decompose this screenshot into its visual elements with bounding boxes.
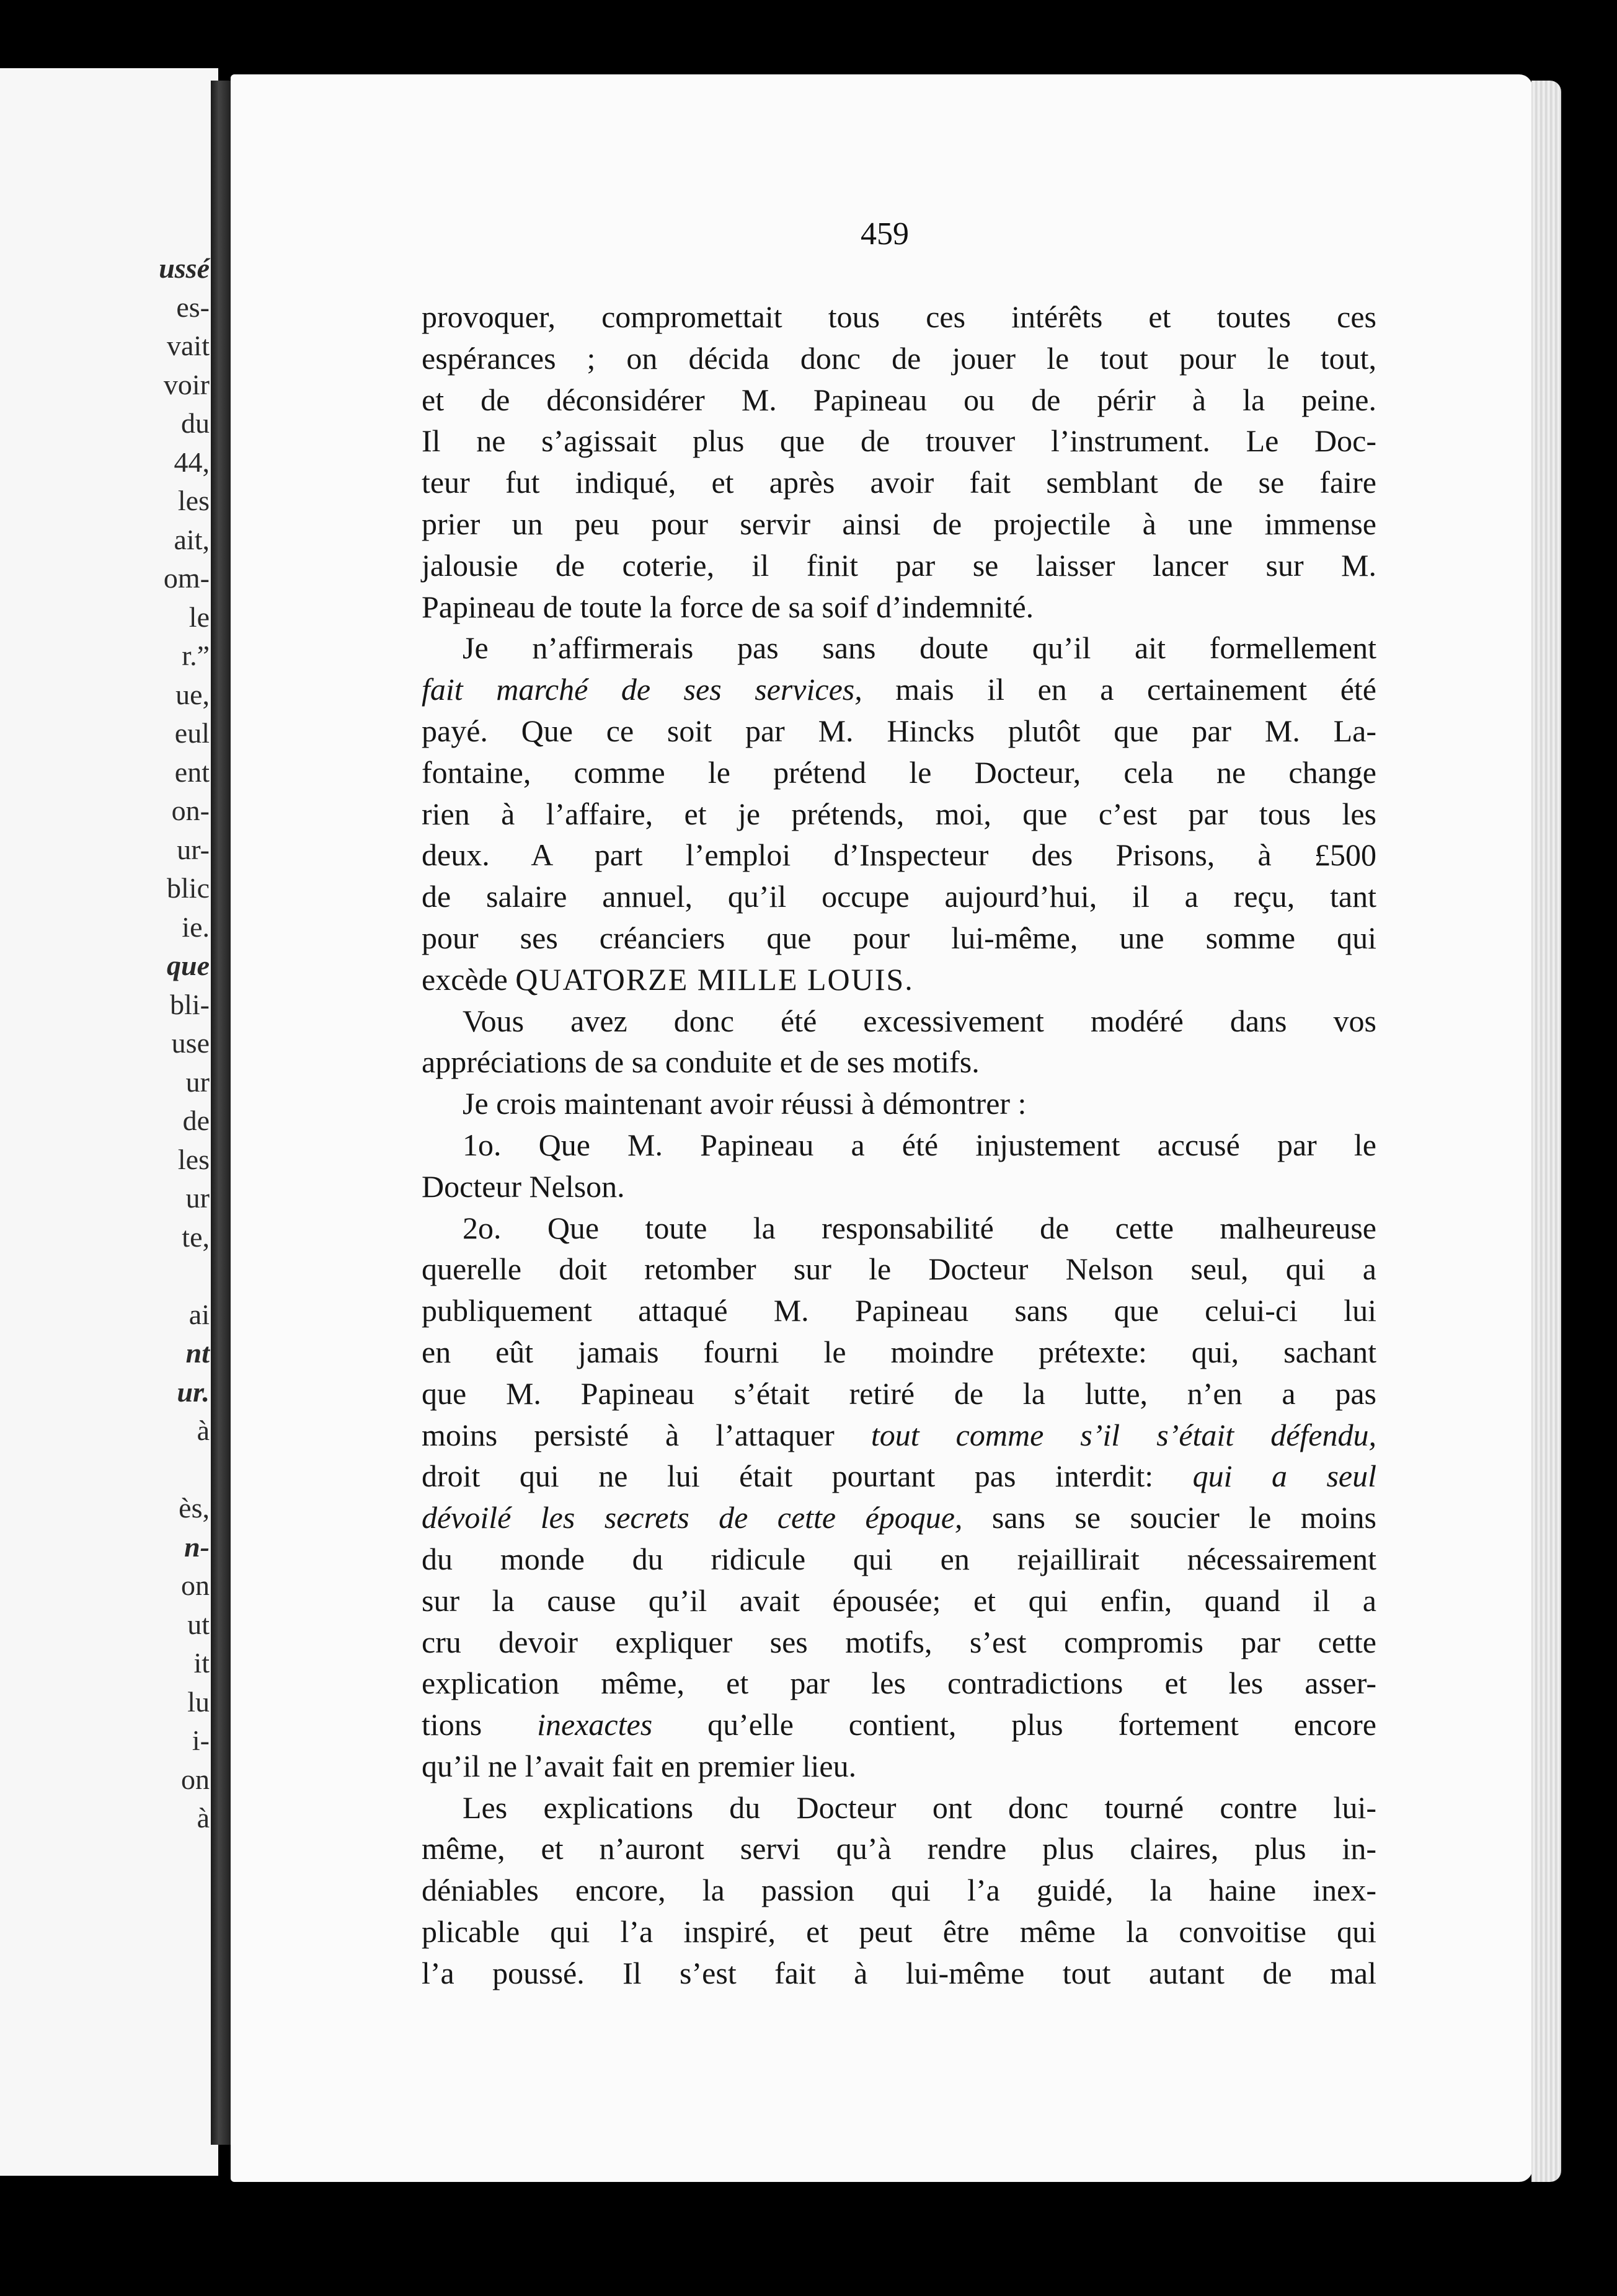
text-line [422,1083,1376,1124]
text-segment: Je n’affirmerais pas sans doute qu’il ait formellement [463,630,1376,666]
left-page-fragment: ait, [174,523,210,555]
text-segment: excède [422,961,516,997]
text-line [422,1373,1376,1415]
text-segment: moins persisté à l’attaquer [422,1417,871,1452]
text-segment: 2o. Que toute la responsabilité de cette malheureuse [463,1210,1376,1245]
text-segment: sur la cause qu’il avait épousée; et qui enfin, quand il a [422,1583,1376,1618]
left-page-fragment: ut [187,1608,210,1640]
text-line [422,1455,1376,1497]
text-line [422,1208,1376,1249]
text-segment: provoquer, compromettait tous ces intérêts et toutes ces [422,299,1376,334]
left-page-fragment: à [197,1802,210,1834]
text-line [422,627,1376,669]
text-line [422,1124,1376,1166]
book-gutter [211,81,231,2145]
left-page-fragment: on [181,1763,210,1795]
text-segment: que M. Papineau s’était retiré de la lutte, n’en a pas [422,1375,1376,1411]
italic-text: tout comme s’il s’était défendu, [871,1417,1376,1452]
text-line [422,917,1376,959]
left-page-fragment: les [177,1143,210,1175]
text-segment: sans se soucier le moins [962,1500,1377,1535]
text-line [422,1290,1376,1331]
text-line [422,710,1376,752]
text-line [422,793,1376,835]
text-segment: publiquement attaqué M. Papineau sans que celui-ci lui [422,1293,1376,1328]
italic-text: dévoilé les secrets de cette époque, [422,1500,963,1535]
left-page-fragment: te, [182,1221,210,1253]
text-segment: appréciations de sa conduite et de ses motifs. [422,1044,980,1080]
text-segment: Les explications du Docteur ont donc tourné contre lui- [463,1790,1376,1825]
body-text [422,296,1376,1994]
text-line [422,545,1376,586]
text-segment: et de déconsidérer M. Papineau ou de périr à la peine. [422,382,1376,417]
left-page-fragment: r.” [182,640,210,671]
text-segment: cru devoir expliquer ses motifs, s’est compromis par cette [422,1624,1376,1659]
small-caps-text: QUATORZE MILLE LOUIS. [515,961,914,997]
left-page-fragment: ur. [177,1375,210,1408]
left-page-fragment: ussé [159,252,210,284]
left-page-fragment: bli- [170,988,210,1020]
text-line [422,1911,1376,1953]
text-segment: prier un peu pour servir ainsi de projectile à une immense [422,506,1376,541]
left-page-fragment: à [197,1415,210,1446]
left-page-fragment: ent [174,756,210,788]
left-page-fragment: que [167,950,210,981]
text-segment: rien à l’affaire, et je prétends, moi, que c’est par tous les [422,796,1376,831]
text-line [422,1662,1376,1704]
text-segment: jalousie de coterie, il finit par se laisser lancer sur M. [422,547,1376,583]
text-segment: 1o. Que M. Papineau a été injustement accusé par le [463,1127,1376,1162]
text-line [422,1787,1376,1829]
left-page-fragment: lu [187,1685,210,1718]
left-page-fragment: eul [174,717,210,749]
text-segment: qu’il ne l’avait fait en premier lieu. [422,1748,857,1783]
text-segment: Je crois maintenant avoir réussi à démontrer : [463,1086,1027,1121]
text-segment: l’a poussé. Il s’est fait à lui-même tout autant de mal [422,1955,1376,1990]
left-page-fragment: 44, [174,446,210,478]
left-page-fragment: i- [192,1724,210,1756]
text-line [422,1953,1376,1994]
text-line [422,876,1376,917]
text-line [422,1248,1376,1290]
italic-text: inexactes [537,1707,653,1742]
left-page-fragment: use [171,1027,210,1059]
text-segment: même, et n’auront servi qu’à rendre plus claires, plus in- [422,1831,1376,1866]
left-page-fragment: de [182,1105,210,1136]
left-page-fragment: les [177,485,210,516]
left-page-fragment: n- [184,1530,210,1563]
text-line [422,1828,1376,1870]
text-segment: espérances ; on décida donc de jouer le tout pour le tout, [422,340,1376,376]
text-line [422,462,1376,503]
left-page-fragment: voir [163,368,210,400]
text-segment: fontaine, comme le prétend le Docteur, cela ne change [422,754,1376,790]
text-line [422,296,1376,338]
text-line [422,1746,1376,1787]
left-page-fragment: nt [185,1337,210,1369]
text-segment: Papineau de toute la force de sa soif d’indemnité. [422,589,1034,624]
left-page-fragment: it [193,1647,210,1679]
text-line [422,1331,1376,1373]
text-segment: Docteur Nelson. [422,1168,625,1204]
text-segment: déniables encore, la passion qui l’a guidé, la haine inex- [422,1873,1376,1908]
text-line [422,752,1376,793]
text-segment: plicable qui l’a inspiré, et peut être même la convoitise qui [422,1914,1376,1949]
left-page-fragment: on [181,1570,210,1601]
text-line [422,1539,1376,1580]
italic-text: qui a seul [1192,1459,1376,1494]
text-line [422,1870,1376,1911]
text-line [422,1415,1376,1456]
left-page-fragment: on- [171,795,210,826]
page-edges [1531,81,1561,2182]
text-line [422,959,1376,1000]
text-segment: mais il en a certainement été [862,672,1377,707]
left-facing-page [0,68,218,2176]
left-page-fragment: le [188,601,210,633]
text-line [422,1704,1376,1746]
text-segment: Vous avez donc été excessivement modéré dans vos [463,1003,1376,1038]
text-line [422,834,1376,876]
text-segment: en eût jamais fourni le moindre prétexte: qui, sachant [422,1334,1376,1369]
text-segment: qu’elle contient, plus fortement encore [652,1707,1376,1742]
text-line [422,503,1376,545]
text-segment: pour ses créanciers que pour lui-même, une somme qui [422,920,1376,955]
text-line [422,1166,1376,1208]
text-segment: tions [422,1707,538,1742]
left-page-fragment: ès, [179,1492,210,1524]
text-segment: du monde du ridicule qui en rejaillirait nécessairement [422,1541,1376,1576]
text-segment: explication même, et par les contradictions et les asser- [422,1666,1376,1701]
text-line [422,1041,1376,1083]
page-number: 459 [861,216,909,252]
text-segment: Il ne s’agissait plus que de trouver l’instrument. Le Doc- [422,423,1376,459]
left-page-fragment: es- [176,291,210,323]
text-line [422,379,1376,421]
left-page-fragment: vait [167,330,210,361]
text-segment: de salaire annuel, qu’il occupe aujourd’hui, il a reçu, tant [422,879,1376,914]
text-line [422,669,1376,710]
text-line [422,1580,1376,1622]
left-page-fragment: ai [188,1298,210,1330]
text-segment: teur fut indiqué, et après avoir fait semblant de se faire [422,465,1376,500]
text-line [422,1497,1376,1539]
text-line [422,420,1376,462]
text-segment: payé. Que ce soit par M. Hincks plutôt que par M. La- [422,713,1376,748]
text-line [422,1622,1376,1663]
text-line [422,338,1376,379]
left-page-fragment: ue, [175,678,210,710]
text-segment: querelle doit retomber sur le Docteur Nelson seul, qui a [422,1252,1376,1287]
text-segment: deux. A part l’emploi d’Inspecteur des Prisons, à £500 [422,837,1376,873]
left-page-fragment: ur [185,1066,210,1098]
left-page-fragment: ur [185,1182,210,1214]
left-page-fragment: ur- [177,833,210,865]
left-page-fragment: blic [167,872,210,904]
left-page-fragment: du [181,407,210,439]
left-page-fragment: om- [163,562,210,594]
text-line [422,586,1376,628]
left-page-fragment: ie. [182,911,210,943]
text-segment: droit qui ne lui était pourtant pas interdit: [422,1459,1193,1494]
text-line [422,1000,1376,1042]
italic-text: fait marché de ses services, [422,672,862,707]
